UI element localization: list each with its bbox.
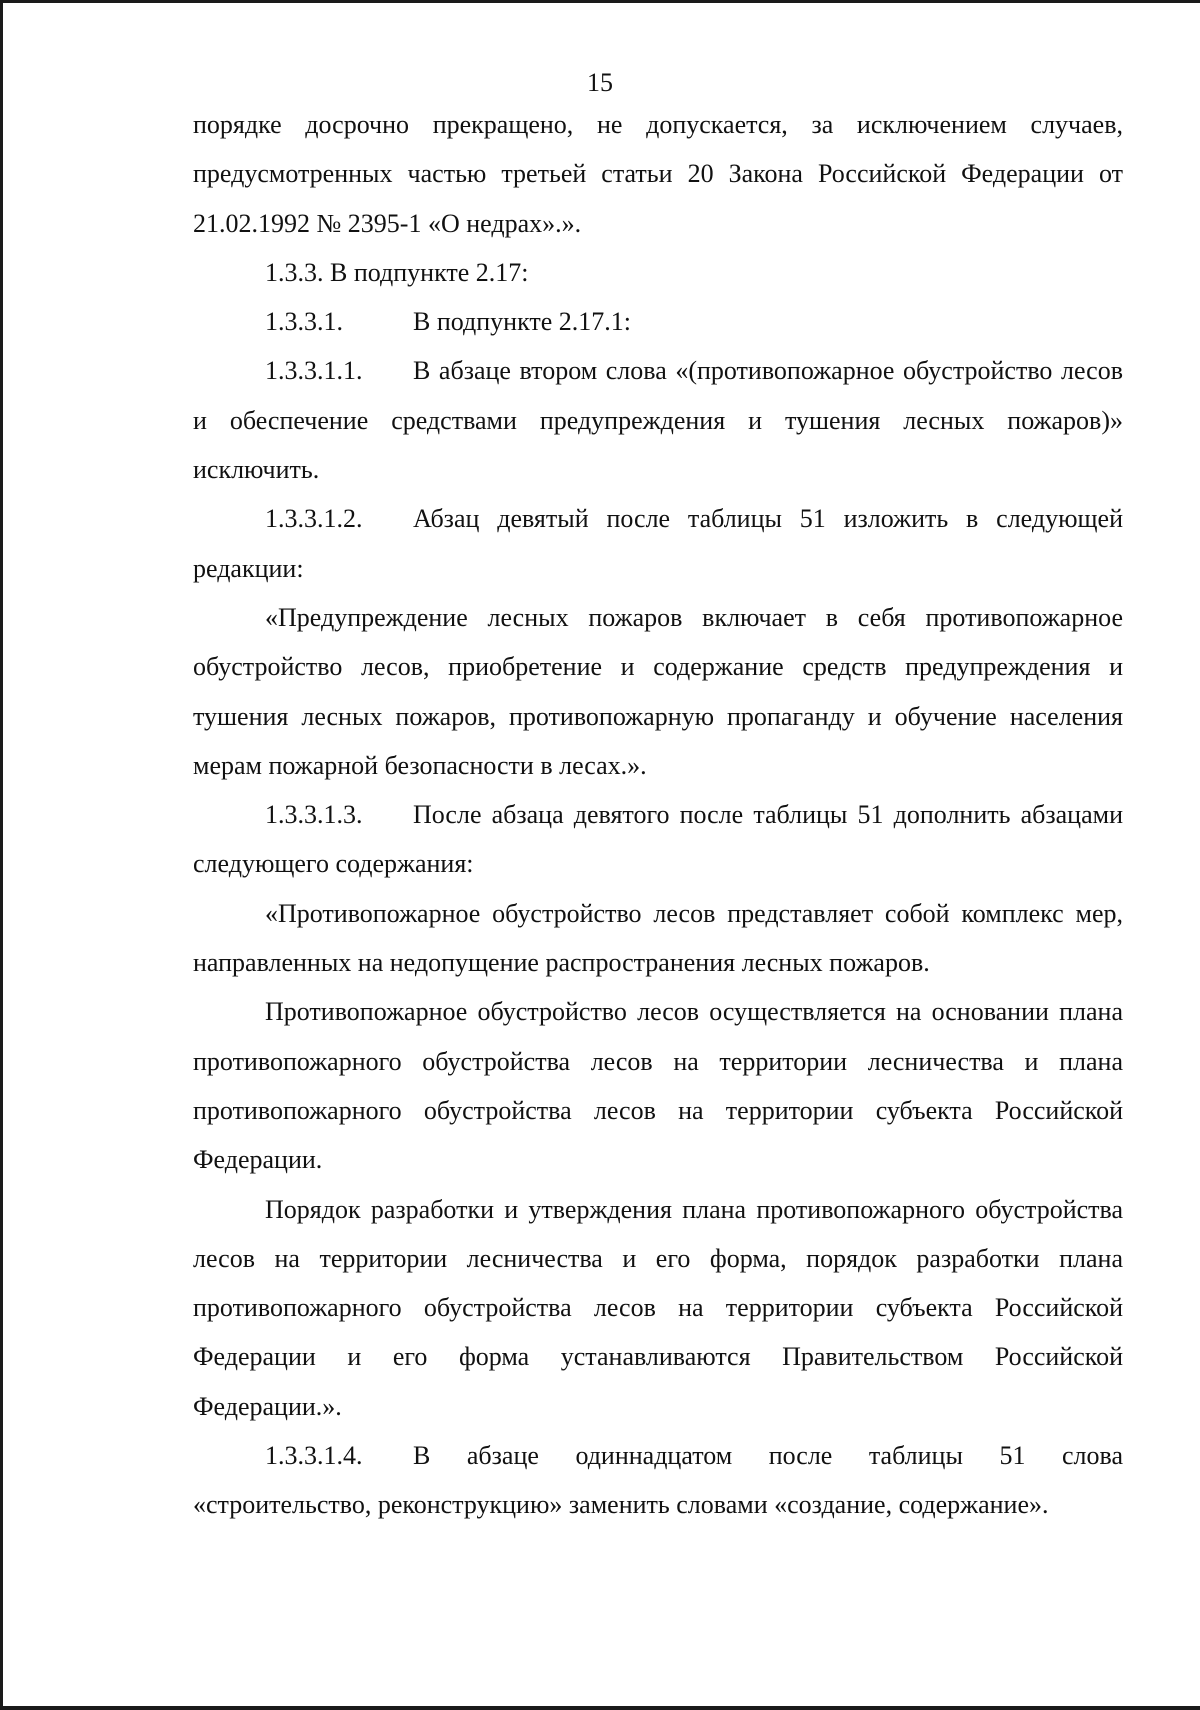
page-number: 15 <box>587 68 613 97</box>
paragraph-item-1-3-3-1-2 <box>193 494 1123 593</box>
item-number: 1.3.3.1.3. <box>265 800 363 830</box>
item-text: В подпункте 2.17.1: <box>413 307 631 337</box>
paragraph-plan-procedure: Порядок разработки и утверждения плана противопожарного обустройства лесов на территории лесничества и его форма, порядок разработки плана противопожарного обустройства лесов на территории субъекта Российской Федерации и его форма устанавливаются Правительством Российской Федерации.». <box>193 1194 1123 1421</box>
item-number: 1.3.3.1.2. <box>265 504 363 534</box>
item-text: После абзаца девятого после таблицы 51 дополнить абзацами следующего содержания: <box>193 800 1123 879</box>
item-text: В абзаце втором слова «(противопожарное обустройство лесов и обеспечение средствами предупреждения и тушения лесных пожаров)» исключить. <box>193 356 1123 485</box>
paragraph-plan-basis: Противопожарное обустройство лесов осуществляется на основании плана противопожарного обустройства лесов на территории лесничества и плана противопожарного обустройства лесов на территории субъекта Российской Федерации. <box>193 997 1123 1175</box>
paragraph-item-1-3-3-1-1 <box>193 346 1123 494</box>
paragraph-continuation: порядке досрочно прекращено, не допускается, за исключением случаев, предусмотренных частью третьей статьи 20 Закона Российской Федерации от 21.02.1992 № 2395-1 «О недрах».». <box>193 110 1123 238</box>
paragraph-item-1-3-3-1-3 <box>193 790 1123 889</box>
item-text: В абзаце одиннадцатом после таблицы 51 слова «строительство, реконструкцию» заменить словами «создание, содержание». <box>193 1441 1123 1520</box>
item-text: Абзац девятый после таблицы 51 изложить в следующей редакции: <box>193 504 1123 583</box>
scan-edge-bottom <box>0 1706 1200 1710</box>
document-body <box>193 100 1123 1530</box>
paragraph-item-1-3-3-1 <box>193 297 1123 346</box>
paragraph-item-1-3-3-1-4 <box>193 1431 1123 1530</box>
scan-edge-left <box>0 0 3 1710</box>
item-number: 1.3.3.1. <box>265 307 343 337</box>
scan-edge-top <box>0 0 1200 3</box>
paragraph-quote-prevention: «Предупреждение лесных пожаров включает в себя противопожарное обустройство лесов, приобретение и содержание средств предупреждения и тушения лесных пожаров, противопожарную пропаганду и обучение населения мерам пожарной безопасности в лесах.». <box>193 602 1123 780</box>
paragraph-quote-fire-arrangement: «Противопожарное обустройство лесов представляет собой комплекс мер, направленных на недопущение распространения лесных пожаров. <box>193 898 1123 978</box>
paragraph-item-1-3-3: 1.3.3. В подпункте 2.17: <box>265 257 529 287</box>
item-number: 1.3.3.1.1. <box>265 356 363 386</box>
item-number: 1.3.3.1.4. <box>265 1441 363 1471</box>
